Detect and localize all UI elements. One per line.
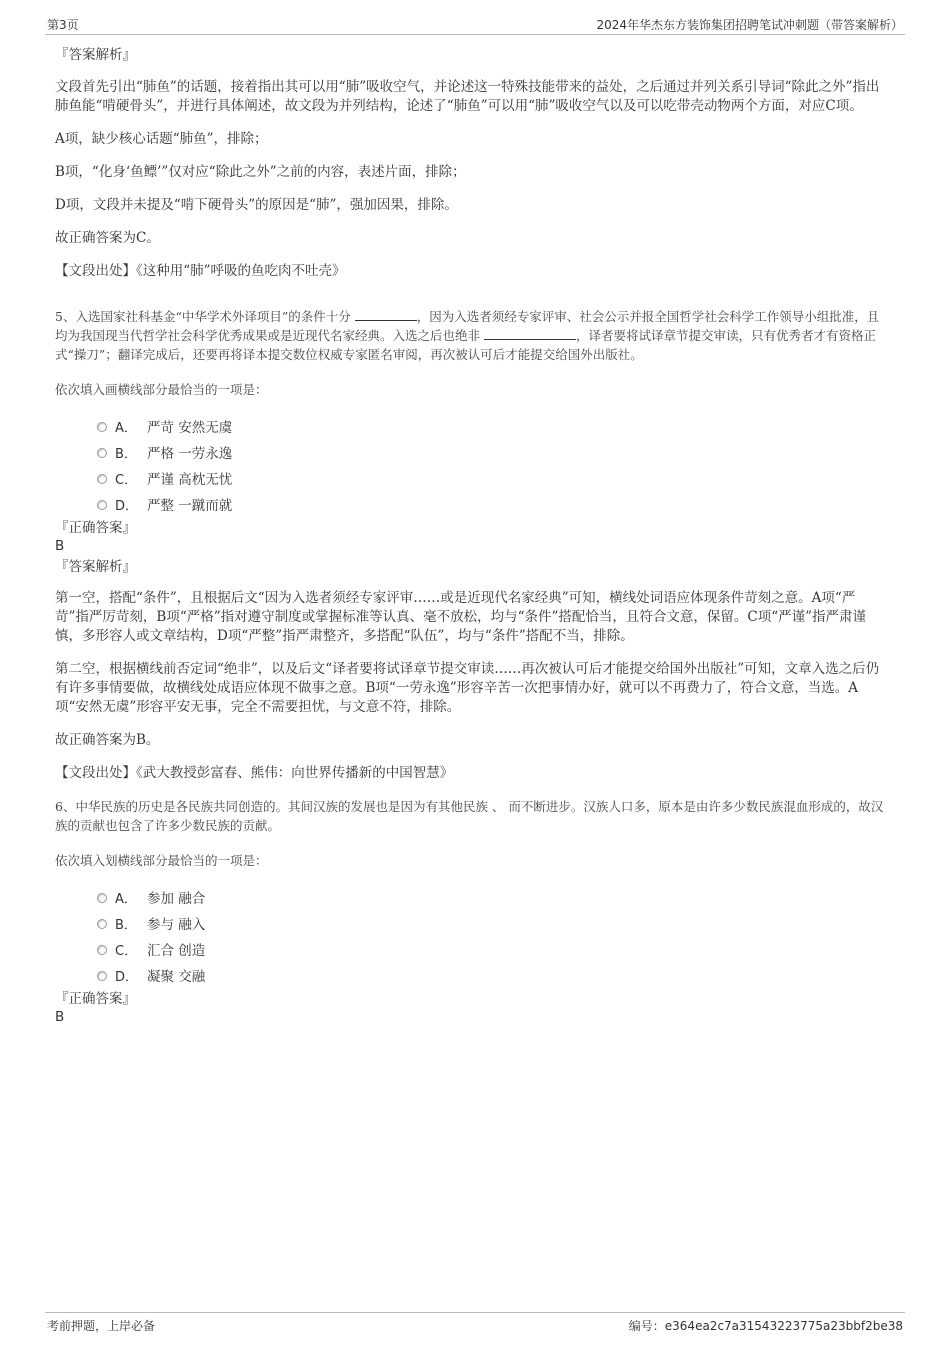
document-id: 编号：e364ea2c7a31543223775a23bbf2be38 bbox=[628, 1319, 903, 1333]
radio-icon[interactable] bbox=[97, 971, 107, 981]
analysis-title: 『答案解析』 bbox=[55, 559, 136, 575]
option-a[interactable]: A． 严苛 安然无虞 bbox=[55, 413, 885, 439]
analysis-paragraph: D项，文段并未提及“啃下硬骨头”的原因是“肺”，强加因果，排除。 bbox=[55, 197, 458, 213]
fill-blank bbox=[484, 327, 576, 340]
question-6-options bbox=[55, 884, 885, 988]
option-c[interactable]: C． 严谨 高枕无忧 bbox=[55, 465, 885, 491]
radio-icon[interactable] bbox=[97, 500, 107, 510]
correct-answer: B bbox=[55, 1009, 65, 1025]
source-citation: 【文段出处】《武大教授彭富春、熊伟：向世界传播新的中国智慧》 bbox=[55, 765, 454, 781]
page-header bbox=[45, 14, 905, 35]
option-d[interactable]: D． 严整 一蹴而就 bbox=[55, 491, 885, 517]
analysis-paragraph: A项，缺少核心话题“肺鱼”，排除； bbox=[55, 131, 268, 147]
fill-blank bbox=[355, 308, 417, 321]
option-b[interactable]: B． 参与 融入 bbox=[55, 910, 885, 936]
question-6-text: 6、中华民族的历史是各民族共同创造的。其间汉族的发展也是因为有其他民族 、 而不断进步。汉族人口多，原本是由许多少数民族混血形成的，故汉族的贡献也包含了许多少数民族的贡献。 bbox=[55, 799, 884, 833]
option-d[interactable]: D． 凝聚 交融 bbox=[55, 962, 885, 988]
page-footer bbox=[45, 1312, 905, 1335]
radio-icon[interactable] bbox=[97, 448, 107, 458]
answer-title: 『正确答案』 bbox=[55, 991, 136, 1007]
radio-icon[interactable] bbox=[97, 919, 107, 929]
radio-icon[interactable] bbox=[97, 945, 107, 955]
analysis-paragraph: 第二空，根据横线前否定词“绝非”，以及后文“译者要将试译章节提交审读……再次被认可后才能提交给国外出版社”可知，文章入选之后仍有许多事情要做，故横线处成语应体现不做事之意。B项“一劳永逸”形容辛苦一次把事情办好，就可以不再费力了，符合文意，当选。A项“安然无虞”形容平安无事，完全不需要担忧，与文意不符，排除。 bbox=[55, 661, 880, 715]
analysis-paragraph: 故正确答案为C。 bbox=[55, 230, 160, 246]
correct-answer: B bbox=[55, 538, 65, 554]
option-c[interactable]: C． 汇合 创造 bbox=[55, 936, 885, 962]
radio-icon[interactable] bbox=[97, 422, 107, 432]
analysis-paragraph: 故正确答案为B。 bbox=[55, 732, 160, 748]
question-5-prompt: 依次填入画横线部分最恰当的一项是： bbox=[55, 382, 268, 397]
footer-slogan: 考前押题，上岸必备 bbox=[47, 1319, 156, 1333]
analysis-paragraph: B项，“化身‘鱼鳔’”仅对应“除此之外”之前的内容，表述片面，排除； bbox=[55, 164, 466, 180]
question-6-prompt: 依次填入划横线部分最恰当的一项是： bbox=[55, 853, 268, 868]
question-5-text: 5、入选国家社科基金“中华学术外译项目”的条件十分 ，因为入选者须经专家评审、社会公示并报全国哲学社会科学工作领导小组批准，且均为我国现当代哲学社会科学优秀成果或是近现代名家经典。入选之后也绝非 ，译者要将试译章节提交审读，只有优秀者才有资格正式“操刀”；翻译完成后，还要再将译本提交数位权威专家匿名审阅，再次被认可后才能提交给国外出版社。 bbox=[55, 309, 880, 362]
radio-icon[interactable] bbox=[97, 474, 107, 484]
question-5-options bbox=[55, 413, 885, 517]
analysis-paragraph: 文段首先引出“肺鱼”的话题，接着指出其可以用“肺”吸收空气，并论述这一特殊技能带来的益处，之后通过并列关系引导词“除此之外”指出肺鱼能“啃硬骨头”，并进行具体阐述，故文段为并列结构，论述了“肺鱼”可以用“肺”吸收空气以及可以吃带壳动物两个方面，对应C项。 bbox=[55, 79, 880, 114]
source-citation: 【文段出处】《这种用“肺”呼吸的鱼吃肉不吐壳》 bbox=[55, 263, 346, 279]
answer-title: 『正确答案』 bbox=[55, 520, 136, 536]
page-content bbox=[55, 44, 885, 1026]
document-title: 2024年华杰东方装饰集团招聘笔试冲刺题（带答案解析） bbox=[596, 18, 903, 32]
page-number: 第3页 bbox=[47, 18, 79, 32]
option-b[interactable]: B． 严格 一劳永逸 bbox=[55, 439, 885, 465]
analysis-title: 『答案解析』 bbox=[55, 47, 136, 63]
radio-icon[interactable] bbox=[97, 893, 107, 903]
option-a[interactable]: A． 参加 融合 bbox=[55, 884, 885, 910]
analysis-paragraph: 第一空，搭配“条件”，且根据后文“因为入选者须经专家评审……或是近现代名家经典”可知，横线处词语应体现条件苛刻之意。A项“严苛”指严厉苛刻，B项“严格”指对遵守制度或掌握标准等认真、毫不放松，均与“条件”搭配恰当，且符合文意，保留。C项“严谨”指严肃谨慎，多形容人或文章结构，D项“严整”指严肃整齐，多搭配“队伍”，均与“条件”搭配不当，排除。 bbox=[55, 590, 867, 644]
